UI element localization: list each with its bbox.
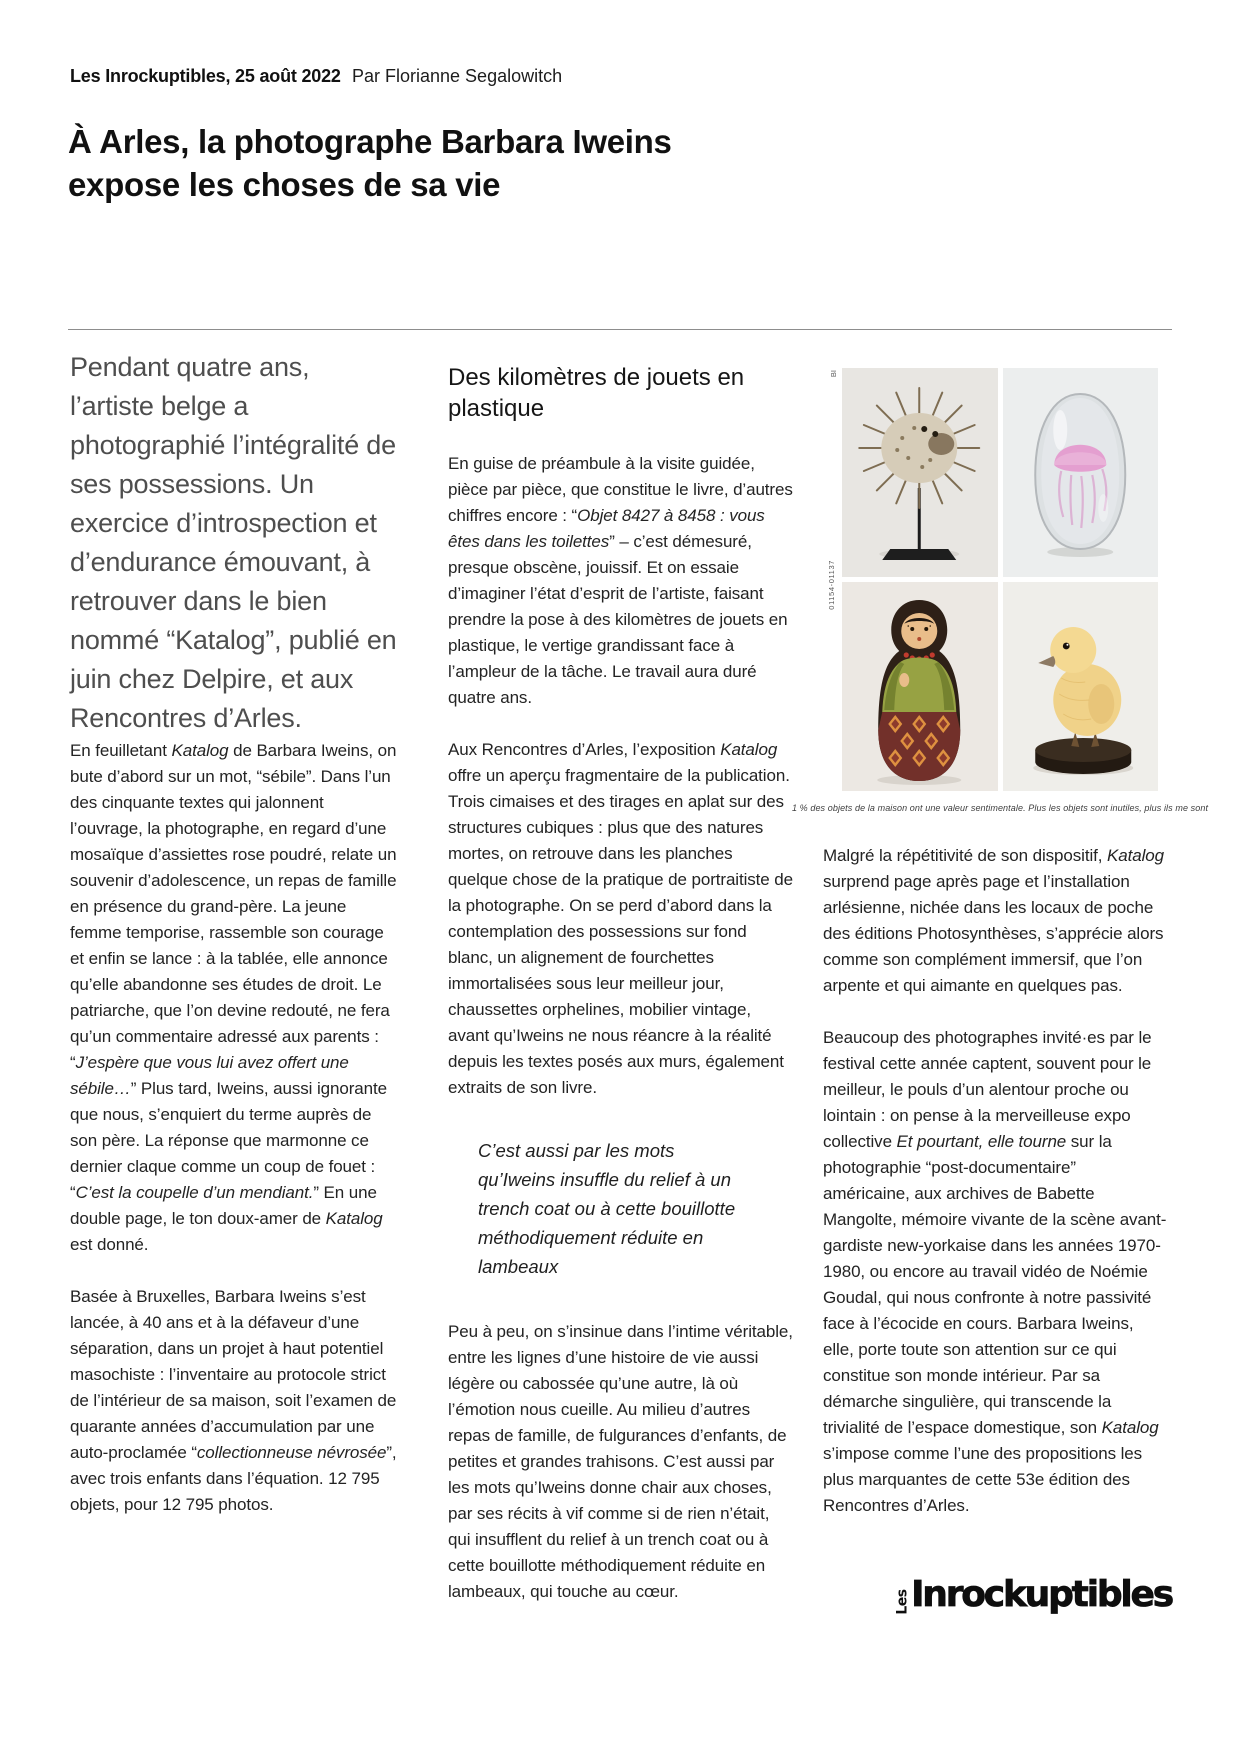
paragraph: En feuilletant Katalog de Barbara Iweins, on bute d’abord sur un mot, “sébile”. Dans l’un des cinquante textes qui jalonnent l’ouvrage, la photographe, en regard d’une mosaïque d’assiettes rose poudré, relate un souvenir d’adolescence, un repas de famille en présence du grand-père. La jeune femme temporise, rassemble son courage et enfin se lance : à la tablée, elle annonce qu’elle abandonne ses études de droit. Le patriarche, que l’on devine redouté, ne fera qu’un commentaire adressé aux parents : “J’espère que vous lui avez offert une sébile…” Plus tard, Iweins, aussi ignorante que nous, s’enquiert du terme auprès de son père. La réponse que marmonne ce dernier claque comme un coup de fouet : “C’est la coupelle d’un mendiant.” En une double page, le ton doux-amer de Katalog est donné. [70,741,397,1254]
logo-wordmark: Inrockuptibles [911,1574,1172,1615]
divider-rule [68,329,1172,330]
paragraph: Peu à peu, on s’insinue dans l’intime véritable, entre les lignes d’une histoire de vie aussi légère ou cabossée qu’une autre, là où l’émotion nous cueille. Au milieu d’autres repas de famille, de fulgurances d’enfants, de petites et grandes trahisons. C’est aussi par les mots qu’Iweins donne chair aux choses, par ses récits à vif comme si de rien n’était, qui insufflent du relief à un trench coat ou à cette bouillotte méthodiquement réduite en lambeaux, qui touche au cœur. [448,1322,793,1601]
photo-grid [842,368,1158,791]
pufferfish-illustration [842,368,998,577]
matryoshka-illustration [842,582,998,791]
section-subhead: Des kilomètres de jouets en plastique [448,364,745,422]
byline: Par Florianne Segalowitch [352,66,563,86]
figure-serial-label: 01154-01137 [827,560,836,610]
logo-les-prefix: Les [894,1589,911,1615]
masthead: Les Inrockuptibles, 25 août 2022 [70,66,341,86]
pull-quote: C’est aussi par les mots qu’Iweins insuffle du relief à un trench coat ou à cette bouillotte méthodiquement réduite en lambeaux [478,1140,736,1277]
paragraph: Aux Rencontres d’Arles, l’exposition Katalog offre un aperçu fragmentaire de la publication. Trois cimaises et des tirages en aplat sur des structures cubiques : plus que des natures mortes, on retrouve dans les planches quelque chose de la pratique de portraitiste de la photographe. On se perd d’abord dans la contemplation des possessions sur fond blanc, un alignement de fourchettes immortalisées sous leur meilleur jour, chaussettes orphelines, mobilier vintage, avant qu’Iweins ne nous réancre à la réalité depuis les textes posés aux murs, également extraits de son livre. [448,740,793,1097]
lead-paragraph: Pendant quatre ans, l’artiste belge a photographié l’intégralité de ses possessions. Un exercice d’introspection et d’endurance émouvant, à retrouver dans le bien nommé “Katalog”, publié en juin chez Delpire, et aux Rencontres d’Arles. [70,352,397,733]
photo-pufferfish [842,368,998,577]
article-figure [791,368,1209,813]
figure-caption: 1 % des objets de la maison ont une valeur sentimentale. Plus les objets sont inutiles, plus ils me sont [791,803,1209,813]
paragraph: Malgré la répétitivité de son dispositif, Katalog surprend page après page et l’installation arlésienne, nichée dans les locaux de poche des éditions Photosynthèses, s’apprécie alors comme son complément immersif, que l’on arpente et qui aimante en quelques pas. [823,846,1164,995]
paragraph: En guise de préambule à la visite guidée, pièce par pièce, que constitue le livre, d’autres chiffres encore : “Objet 8427 à 8458 : vous êtes dans les toilettes” – c’est démesuré, presque obscène, jouissif. Et on essaie d’imaginer l’état d’esprit de l’artiste, faisant prendre la pose à des kilomètres de jouets en plastique, le vertige grandissant face à l’ampleur de la tâche. Le travail aura duré quatre ans. [448,454,793,707]
jellyfish-paperweight-illustration [1003,368,1159,577]
photo-duckling [1003,582,1159,791]
headline: À Arles, la photographe Barbara Iweins expose les choses de sa vie [68,123,672,203]
paragraph: Beaucoup des photographes invité·es par le festival cette année captent, souvent pour le meilleur, le pouls d’un alentour proche ou lointain : on pense à la merveilleuse expo collective Et pourtant, elle tourne sur la photographie “post-documentaire” américaine, aux archives de Babette Mangolte, mémoire vivante de la scène avant-gardiste new-yorkaise dans les années 1970-1980, ou encore au travail vidéo de Noémie Goudal, qui nous confronte à notre passivité face à l’écocide en cours. Barbara Iweins, elle, porte toute son attention sur ce qui constitue son monde intérieur. Par sa démarche singulière, qui transcende la trivialité de l’espace domestique, son Katalog s’impose comme l’une des propositions les plus marquantes de cette 53e édition des Rencontres d’Arles. [823,1028,1167,1515]
column-right [791,368,1209,1519]
figure-corner-mark: BI [829,370,838,378]
photo-jellyfish-paperweight [1003,368,1159,577]
paragraph: Basée à Bruxelles, Barbara Iweins s’est lancée, à 40 ans et à la défaveur d’une séparation, dans un projet à haut potentiel masochiste : l’inventaire au protocole strict de l’intérieur de sa maison, soit l’examen de quarante années d’accumulation par une auto-proclamée “collectionneuse névrosée”, avec trois enfants dans l’équation. 12 795 objets, pour 12 795 photos. [70,1287,397,1514]
column-middle [448,362,793,1605]
duckling-illustration [1003,582,1159,791]
column-left [70,348,398,1518]
les-inrockuptibles-logo [890,1576,1172,1614]
photo-matryoshka [842,582,998,791]
